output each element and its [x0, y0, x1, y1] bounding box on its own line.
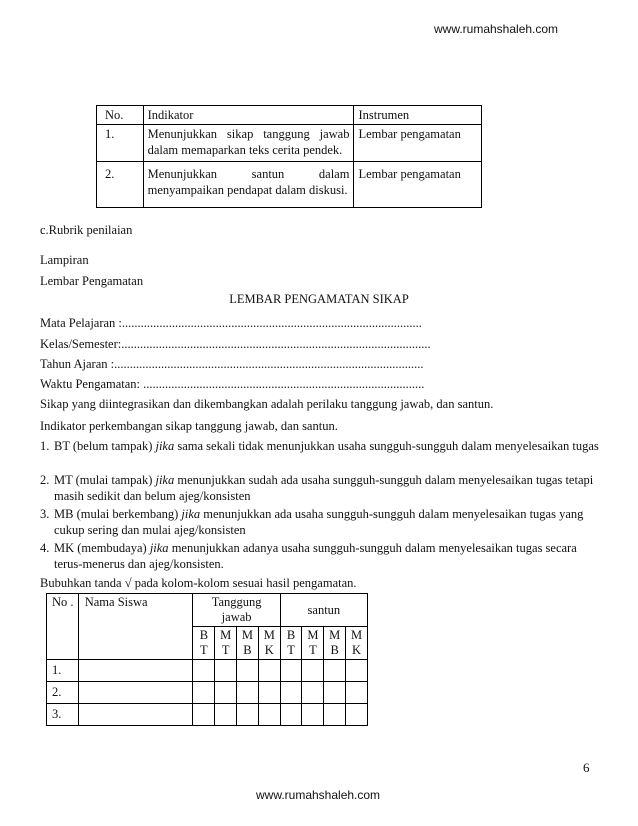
- subcol-mt: M T: [215, 627, 237, 660]
- check-cell[interactable]: [280, 682, 302, 704]
- level-description: menunjukkan ada usaha sungguh-sungguh dalam menyelesaikan tugas yang cukup sering dan mulai ajeg/konsisten: [54, 507, 584, 537]
- page-number: 6: [583, 760, 590, 775]
- check-cell[interactable]: [302, 704, 324, 726]
- check-cell[interactable]: [302, 660, 324, 682]
- intro-sentence: Sikap yang diintegrasikan dan dikembangkan adalah perilaku tanggung jawab, dan santun.: [40, 397, 494, 411]
- check-cell[interactable]: [258, 660, 280, 682]
- check-cell[interactable]: [346, 704, 368, 726]
- subcol-mb: M B: [237, 627, 259, 660]
- level-number: 2.: [40, 473, 50, 487]
- check-cell[interactable]: [258, 704, 280, 726]
- footer-website: www.rumahshaleh.com: [256, 788, 381, 802]
- col-name-header: Nama Siswa: [78, 594, 193, 660]
- check-cell[interactable]: [324, 704, 346, 726]
- subcol-mk: M K: [346, 627, 368, 660]
- check-cell[interactable]: [193, 704, 215, 726]
- table-row: [47, 682, 368, 704]
- level-jika: jika: [181, 507, 201, 521]
- table-row: [47, 660, 368, 682]
- row-number: 2.: [47, 682, 79, 704]
- table-row: [97, 162, 482, 208]
- check-cell[interactable]: [346, 660, 368, 682]
- check-cell[interactable]: [215, 660, 237, 682]
- header-website: www.rumahshaleh.com: [434, 22, 559, 36]
- student-name-cell[interactable]: [78, 704, 193, 726]
- row-indikator: Menunjukkan santun dalam menyampaikan pendapat dalam diskusi.: [143, 162, 354, 208]
- assessment-header-row: [47, 594, 368, 627]
- indicator-table: [96, 105, 482, 208]
- check-cell[interactable]: [280, 660, 302, 682]
- subcol-mt: M T: [302, 627, 324, 660]
- header-indikator: Indikator: [143, 106, 354, 125]
- check-cell[interactable]: [193, 660, 215, 682]
- level-code: MK (membudaya): [54, 541, 150, 555]
- level-item: [40, 506, 600, 538]
- row-indikator: Menunjukkan sikap tanggung jawab dalam memaparkan teks cerita pendek.: [143, 125, 354, 162]
- form-line-waktu-pengamatan: Waktu Pengamatan: ..........................................................................................: [40, 377, 425, 391]
- level-number: 3.: [40, 507, 50, 521]
- rubric-heading: c.Rubrik penilaian: [40, 223, 133, 237]
- level-code: BT (belum tampak): [54, 439, 156, 453]
- subcol-bt: B T: [280, 627, 302, 660]
- indicator-intro: Indikator perkembangan sikap tanggung jawab, dan santun.: [40, 419, 338, 433]
- check-cell[interactable]: [215, 704, 237, 726]
- subcol-bt: B T: [193, 627, 215, 660]
- level-jika: jika: [155, 439, 175, 453]
- form-line-mata-pelajaran: Mata Pelajaran :................................................................................................: [40, 316, 422, 330]
- group-tanggung-jawab-header: Tanggung jawab: [193, 594, 280, 627]
- row-number: 3.: [47, 704, 79, 726]
- level-description: sama sekali tidak menunjukkan usaha sungguh-sungguh dalam menyelesaikan tugas: [174, 439, 599, 453]
- check-cell[interactable]: [193, 682, 215, 704]
- level-item: [40, 472, 600, 504]
- check-cell[interactable]: [258, 682, 280, 704]
- col-no-header: No .: [47, 594, 79, 660]
- level-code: MT (mulai tampak): [54, 473, 156, 487]
- check-cell[interactable]: [237, 660, 259, 682]
- check-cell[interactable]: [215, 682, 237, 704]
- table-row: [47, 704, 368, 726]
- level-code: MB (mulai berkembang): [54, 507, 182, 521]
- assessment-table: [46, 593, 368, 726]
- row-instrumen: Lembar pengamatan: [354, 125, 482, 162]
- header-no: No.: [97, 106, 144, 125]
- level-jika: jika: [149, 541, 169, 555]
- row-no: 2.: [97, 162, 144, 208]
- check-cell[interactable]: [346, 682, 368, 704]
- form-line-tahun-ajaran: Tahun Ajaran :...................................................................................................: [40, 357, 424, 371]
- lampiran-label: Lampiran: [40, 253, 89, 267]
- row-instrumen: Lembar pengamatan: [354, 162, 482, 208]
- level-number: 1.: [40, 439, 50, 453]
- form-line-kelas-semester: Kelas/Semester:...................................................................................................: [40, 337, 431, 351]
- student-name-cell[interactable]: [78, 682, 193, 704]
- row-no: 1.: [97, 125, 144, 162]
- check-cell[interactable]: [324, 660, 346, 682]
- student-name-cell[interactable]: [78, 660, 193, 682]
- level-description: menunjukkan adanya usaha sungguh-sungguh dalam menyelesaikan tugas secara terus-menerus dan ajeg/konsisten.: [54, 541, 577, 571]
- check-cell[interactable]: [237, 682, 259, 704]
- check-cell[interactable]: [237, 704, 259, 726]
- lembar-pengamatan-label: Lembar Pengamatan: [40, 274, 144, 288]
- table-row: [97, 125, 482, 162]
- row-number: 1.: [47, 660, 79, 682]
- indicator-table-header: [97, 106, 482, 125]
- subcol-mk: M K: [258, 627, 280, 660]
- check-cell[interactable]: [302, 682, 324, 704]
- level-number: 4.: [40, 541, 50, 555]
- level-item: [40, 540, 600, 572]
- check-cell[interactable]: [324, 682, 346, 704]
- check-cell[interactable]: [280, 704, 302, 726]
- subcol-mb: M B: [324, 627, 346, 660]
- instruction-text: Bubuhkan tanda √ pada kolom-kolom sesuai hasil pengamatan.: [40, 576, 357, 590]
- sheet-title: LEMBAR PENGAMATAN SIKAP: [229, 292, 409, 306]
- level-jika: jika: [155, 473, 175, 487]
- level-item: [40, 438, 600, 454]
- level-description: menunjukkan sudah ada usaha sungguh-sungguh dalam menyelesaikan tugas tetapi masih sedikit dan belum ajeg/konsisten: [54, 473, 594, 503]
- header-instrumen: Instrumen: [354, 106, 482, 125]
- group-santun-header: santun: [280, 594, 367, 627]
